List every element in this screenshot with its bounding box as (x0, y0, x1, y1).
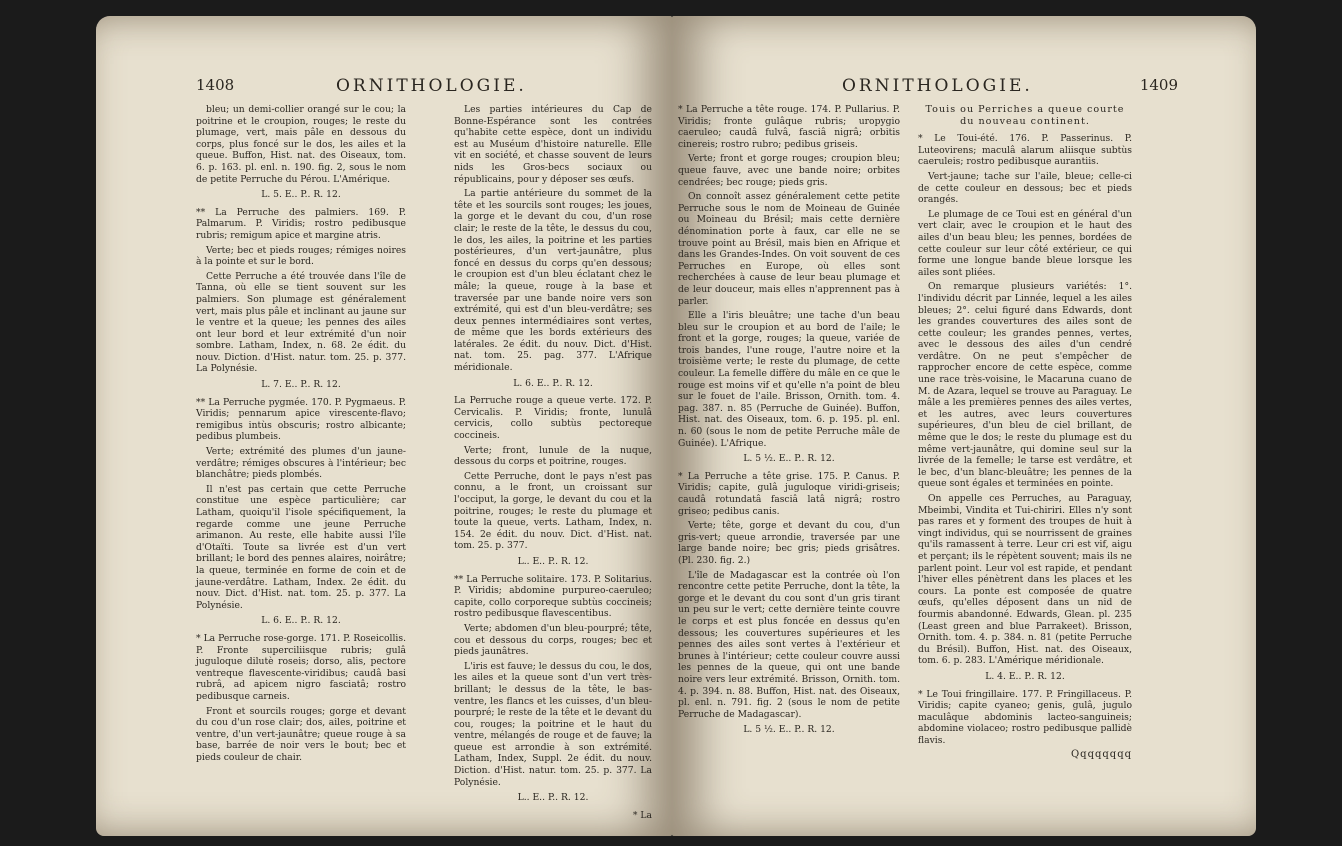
paragraph: Cette Perruche a été trouvée dans l'île de Tanna, où elle se tient souvent sur les palmiers. Son plumage est généralement vert, mais plus pâle et inclinant au jaune sur le ventre et la queue; les pennes des ailes ont leur bord et leur extrémité d'un noir sombre. Latham, Index, n. 68. 2e édit. du nouv. Diction. d'Hist. natur. tom. 25. p. 377. La Polynésie. (196, 270, 406, 375)
section-heading: Touis ou Perriches a queue courte du nouveau continent. (925, 104, 1125, 127)
paragraph: Le plumage de ce Toui est en général d'un vert clair, avec le croupion et le haut des ailes d'un beau bleu; les pennes, bordées de cette couleur sur leur côté extérieur, ce qui forme une longue bande bleue lorsque les ailes sont pliées. (918, 208, 1132, 278)
measurement-line: L.. E.. P.. R. 12. (517, 792, 589, 804)
paragraph: La partie antérieure du sommet de la tête et les sourcils sont rouges; les joues, la gorge et le devant du cou, d'un rose clair; le reste de la tête, le dessus du cou, le dos, les ailes, la poitrine et les parties postérieures, d'un vert-jaunâtre, plus foncé en dessus du corps qu'en dessous; le croupion est d'un bleu éclatant chez le mâle; la queue, rouge à la base et traversée par une bande noire vers son extrémité, qui est d'un bleu-verdâtre; ses deux pennes intermédiaires sont vertes, de même que les bords extérieurs des latérales. 2e édit. du nouv. Dict. d'Hist. nat. tom. 25. pag. 377. L'Afrique méridionale. (454, 188, 652, 374)
paragraph: Verte; front, lunule de la nuque, dessous du corps et poitrine, rouges. (454, 444, 652, 468)
paragraph: Il n'est pas certain que cette Perruche constitue une espèce particulière; car Latham, quoiqu'il l'isole spécifiquement, la regarde comme une jeune Perruche arimanon. Au reste, elle habite aussi l'île d'Otaïti. Toute sa livrée est d'un vert brillant; le bord des pennes alaires, noirâtre; la queue, terminée en forme de coin et de jaune-verdâtre. Latham, Index. 2e édit. du nouv. Dict. d'Hist. nat. tom. 25. p. 377. La Polynésie. (196, 483, 406, 611)
paragraph: Front et sourcils rouges; gorge et devant du cou d'un rose clair; dos, ailes, poitrine et ventre, d'un vert-jaunâtre; queue rouge à sa base, barrée de noir vers le bout; bec et pieds couleur de chair. (196, 705, 406, 763)
left-page (96, 16, 672, 836)
right-page (672, 16, 1256, 836)
catchword: * La (632, 809, 652, 821)
running-head: ORNITHOLOGIE. (842, 76, 1033, 96)
paragraph: L'île de Madagascar est la contrée où l'on rencontre cette petite Perruche, dont la tête, la gorge et le devant du cou sont d'un gris tirant un peu sur le vert; cette dernière teinte couvre le corps et est plus foncée en dessus qu'en dessous; les couvertures supérieures et les pennes des ailes sont vertes à l'extérieur et brunes à l'intérieur; cette couleur couvre aussi les pennes de la queue, qui ont une bande noire vers leur extrémité. Brisson, Ornith. tom. 4. p. 394. n. 88. Buffon, Hist. nat. des Oiseaux, pl. enl. n. 791. fig. 2 (sous le nom de petite Perruche de Madagascar). (678, 569, 900, 720)
species-entry: ** La Perruche des palmiers. 169. P. Palmarum. P. Viridis; rostro pedibusque rubris; remigum apice et margine atris. (196, 206, 406, 241)
measurement-line: L. 4. E.. P.. R. 12. (985, 670, 1065, 682)
paragraph: Verte; abdomen d'un bleu-pourpré; tête, cou et dessous du corps, rouges; bec et pieds jaunâtres. (454, 622, 652, 658)
paragraph: Verte; extrémité des plumes d'un jaune-verdâtre; rémiges obscures à l'intérieur; bec blanchâtre; pieds plombés. (196, 446, 406, 481)
left-page-header (96, 76, 672, 98)
measurement-line: L. 6. E.. P.. R. 12. (513, 377, 593, 389)
species-entry: * La Perruche a tête rouge. 174. P. Pullarius. P. Viridis; fronte gulâque rubris; uropygio caeruleo; caudâ fulvâ, fasciâ nigrâ; orbitis cinereis; rostro rubro; pedibus griseis. (678, 104, 900, 150)
paragraph: Verte; bec et pieds rouges; rémiges noires à la pointe et sur le bord. (196, 244, 406, 268)
paragraph: Verte; tête, gorge et devant du cou, d'un gris-vert; queue arrondie, traversée par une large bande noire; bec gris; pieds grisâtres. (Pl. 230. fig. 2.) (678, 520, 900, 566)
page-number: 1408 (196, 76, 235, 94)
running-head: ORNITHOLOGIE. (336, 76, 527, 96)
measurement-line: L. 7. E.. P.. R. 12. (261, 379, 341, 391)
species-entry: ** La Perruche pygmée. 170. P. Pygmaeus. P. Viridis; pennarum apice virescente-flavo; remigibus intùs obscuris; rostro albicante; pedibus plumbeis. (196, 396, 406, 443)
paragraph: Elle a l'iris bleuâtre; une tache d'un beau bleu sur le croupion et au bord de l'aile; le front et la gorge, rouges; la queue, variée de trois bandes, l'une rouge, l'autre noire et la troisième verte; le reste du plumage, de cette couleur. La femelle diffère du mâle en ce que le rouge est moins vif et qu'elle n'a point de bleu sur le fouet de l'aile. Brisson, Ornith. tom. 4. pag. 387. n. 85 (Perruche de Guinée). Buffon, Hist. nat. des Oiseaux, tom. 6. p. 195. pl. enl. n. 60 (sous le nom de petite Perruche mâle de Guinée). L'Afrique. (678, 310, 900, 449)
paragraph: Verte; front et gorge rouges; croupion bleu; queue fauve, avec une bande noire; orbites cendrées; bec rouge; pieds gris. (678, 153, 900, 188)
left-column-1 (196, 104, 406, 776)
measurement-line: L. 6. E.. P.. R. 12. (261, 615, 341, 627)
species-entry: * La Perruche rose-gorge. 171. P. Roseicollis. P. Fronte superciliisque rubris; gulâ juguloque dilutè roseis; dorso, alis, pectore ventreque flavescente-viridibus; caudâ basi rubrâ, ad apicem nigro fasciatâ; rostro pedibusque carneis. (196, 632, 406, 702)
measurement-line: L.. E.. P.. R. 12. (517, 555, 589, 567)
paragraph: Les parties intérieures du Cap de Bonne-Espérance sont les contrées qu'habite cette espèce, dont un individu est au Muséum d'histoire naturelle. Elle vit en société, et chasse souvent de leurs nids les Gros-becs sociaux ou républicains, pour y déposer ses œufs. (454, 104, 652, 185)
measurement-line: L. 5 ½. E.. P.. R. 12. (743, 724, 835, 736)
measurement-line: L. 5 ½. E.. P.. R. 12. (743, 453, 835, 465)
page-number: 1409 (1139, 76, 1178, 94)
paragraph: On remarque plusieurs variétés: 1°. l'individu décrit par Linnée, lequel a les ailes bleues; 2°. celui figuré dans Edwards, dont les grandes couvertures des ailes sont de cette couleur; les grandes pennes, vertes, avec le dessous des ailes d'un cendré verdâtre. On ne peut s'empêcher de rapprocher encore de cette espèce, comme une race très-voisine, le Macaruna cuano de M. de Azara, lequel se trouve au Paraguay. Le mâle a les premières pennes des ailes vertes, et les autres, avec leurs couvertures supérieures, d'un bleu de ciel brillant, de même que le dos; le reste du plumage est du même vert-jaunâtre, qui domine seul sur la livrée de la femelle; le tarse est verdâtre, et le bec, d'un blanc-bleuâtre; les pennes de la queue sont égales et terminées en pointe. (918, 281, 1132, 490)
species-entry: La Perruche rouge a queue verte. 172. P. Cervicalis. P. Viridis; fronte, lunulâ cervicis, collo subtùs pectoreque coccineis. (454, 395, 652, 442)
paragraph: bleu; un demi-collier orangé sur le cou; la poitrine et le croupion, rouges; le reste du plumage, vert, mais pâle en dessous du corps, plus foncé sur le dos, les ailes et la queue. Buffon, Hist. nat. des Oiseaux, tom. 6. p. 163. pl. enl. n. 190. fig. 2, sous le nom de petite Perruche du Pérou. L'Amérique. (196, 104, 406, 185)
species-entry: ** La Perruche solitaire. 173. P. Solitarius. P. Viridis; abdomine purpureo-caeruleo; capite, collo corporeque subtùs coccineis; rostro pedibusque flavescentibus. (454, 573, 652, 620)
species-entry: * Le Toui-été. 176. P. Passerinus. P. Luteovirens; maculâ alarum aliisque subtùs caeruleis; rostro pedibusque aurantiis. (918, 133, 1132, 168)
paragraph: Vert-jaune; tache sur l'aile, bleue; celle-ci de cette couleur en dessous; bec et pieds orangés. (918, 170, 1132, 206)
species-entry: * Le Toui fringillaire. 177. P. Fringillaceus. P. Viridis; capite cyaneo; genis, gulâ, jugulo maculâque abdominis lacteo-sanguineis; abdomine violaceo; rostro pedibusque pallidè flavis. (918, 688, 1132, 746)
paragraph: Cette Perruche, dont le pays n'est pas connu, a le front, un croissant sur l'occiput, la gorge, le devant du cou et la poitrine, rouges; le reste du plumage et toute la queue, verts. Latham, Index, n. 154. 2e édit. du nouv. Dict. d'Hist. nat. tom. 25. p. 377. (454, 470, 652, 552)
book-spread (96, 16, 1256, 836)
left-column-2 (454, 104, 652, 821)
signature-mark: Qqqqqqqq (1070, 749, 1132, 761)
paragraph: L'iris est fauve; le dessus du cou, le dos, les ailes et la queue sont d'un vert très-brillant; le dessus de la tête, le bas-ventre, les flancs et les cuisses, d'un bleu-pourpré; le reste de la tête et le devant du cou, rouges; la poitrine et le haut du ventre, mélangés de rouge et de fauve; la queue est arrondie à son extrémité. Latham, Index, Suppl. 2e édit. du nouv. Diction. d'Hist. natur. tom. 25. p. 377. La Polynésie. (454, 660, 652, 788)
measurement-line: L. 5. E.. P.. R. 12. (261, 189, 341, 201)
right-column-2 (918, 104, 1132, 776)
species-entry: * La Perruche a tête grise. 175. P. Canus. P. Viridis; capite, gulâ juguloque viridi-griseis; caudâ rotundatâ fasciâ latâ nigrâ; rostro griseo; pedibus canis. (678, 470, 900, 517)
right-column-1 (678, 104, 900, 776)
right-page-header (672, 76, 1256, 98)
paragraph: On connoît assez généralement cette petite Perruche sous le nom de Moineau de Guinée ou Moineau du Brésil; mais cette dernière dénomination porte à faux, car elle ne se trouve point au Brésil, mais bien en Afrique et dans les Grandes-Indes. On voit souvent de ces Perruches en Europe, où elles sont recherchées à cause de leur beau plumage et de leur douceur, mais elles n'apprennent pas à parler. (678, 191, 900, 307)
paragraph: On appelle ces Perruches, au Paraguay, Mbeimbi, Vindita et Tui-chiriri. Elles n'y sont pas rares et y forment des troupes de huit à vingt individus, qui se nourrissent de graines qu'ils ramassent à terre. Leur cri est vif, aigu et perçant; ils le répètent souvent; mais ils ne parlent point. Leur vol est rapide, et pendant l'hiver elles pénètrent dans les places et les cours. La ponte est composée de quatre œufs, qu'elles déposent dans un nid de fourmis abandonné. Edwards, Glean. pl. 235 (Least green and blue Parrakeet). Brisson, Ornith. tom. 4. p. 384. n. 81 (petite Perruche du Brésil). Buffon, Hist. nat. des Oiseaux, tom. 6. p. 283. L'Amérique méridionale. (918, 493, 1132, 667)
